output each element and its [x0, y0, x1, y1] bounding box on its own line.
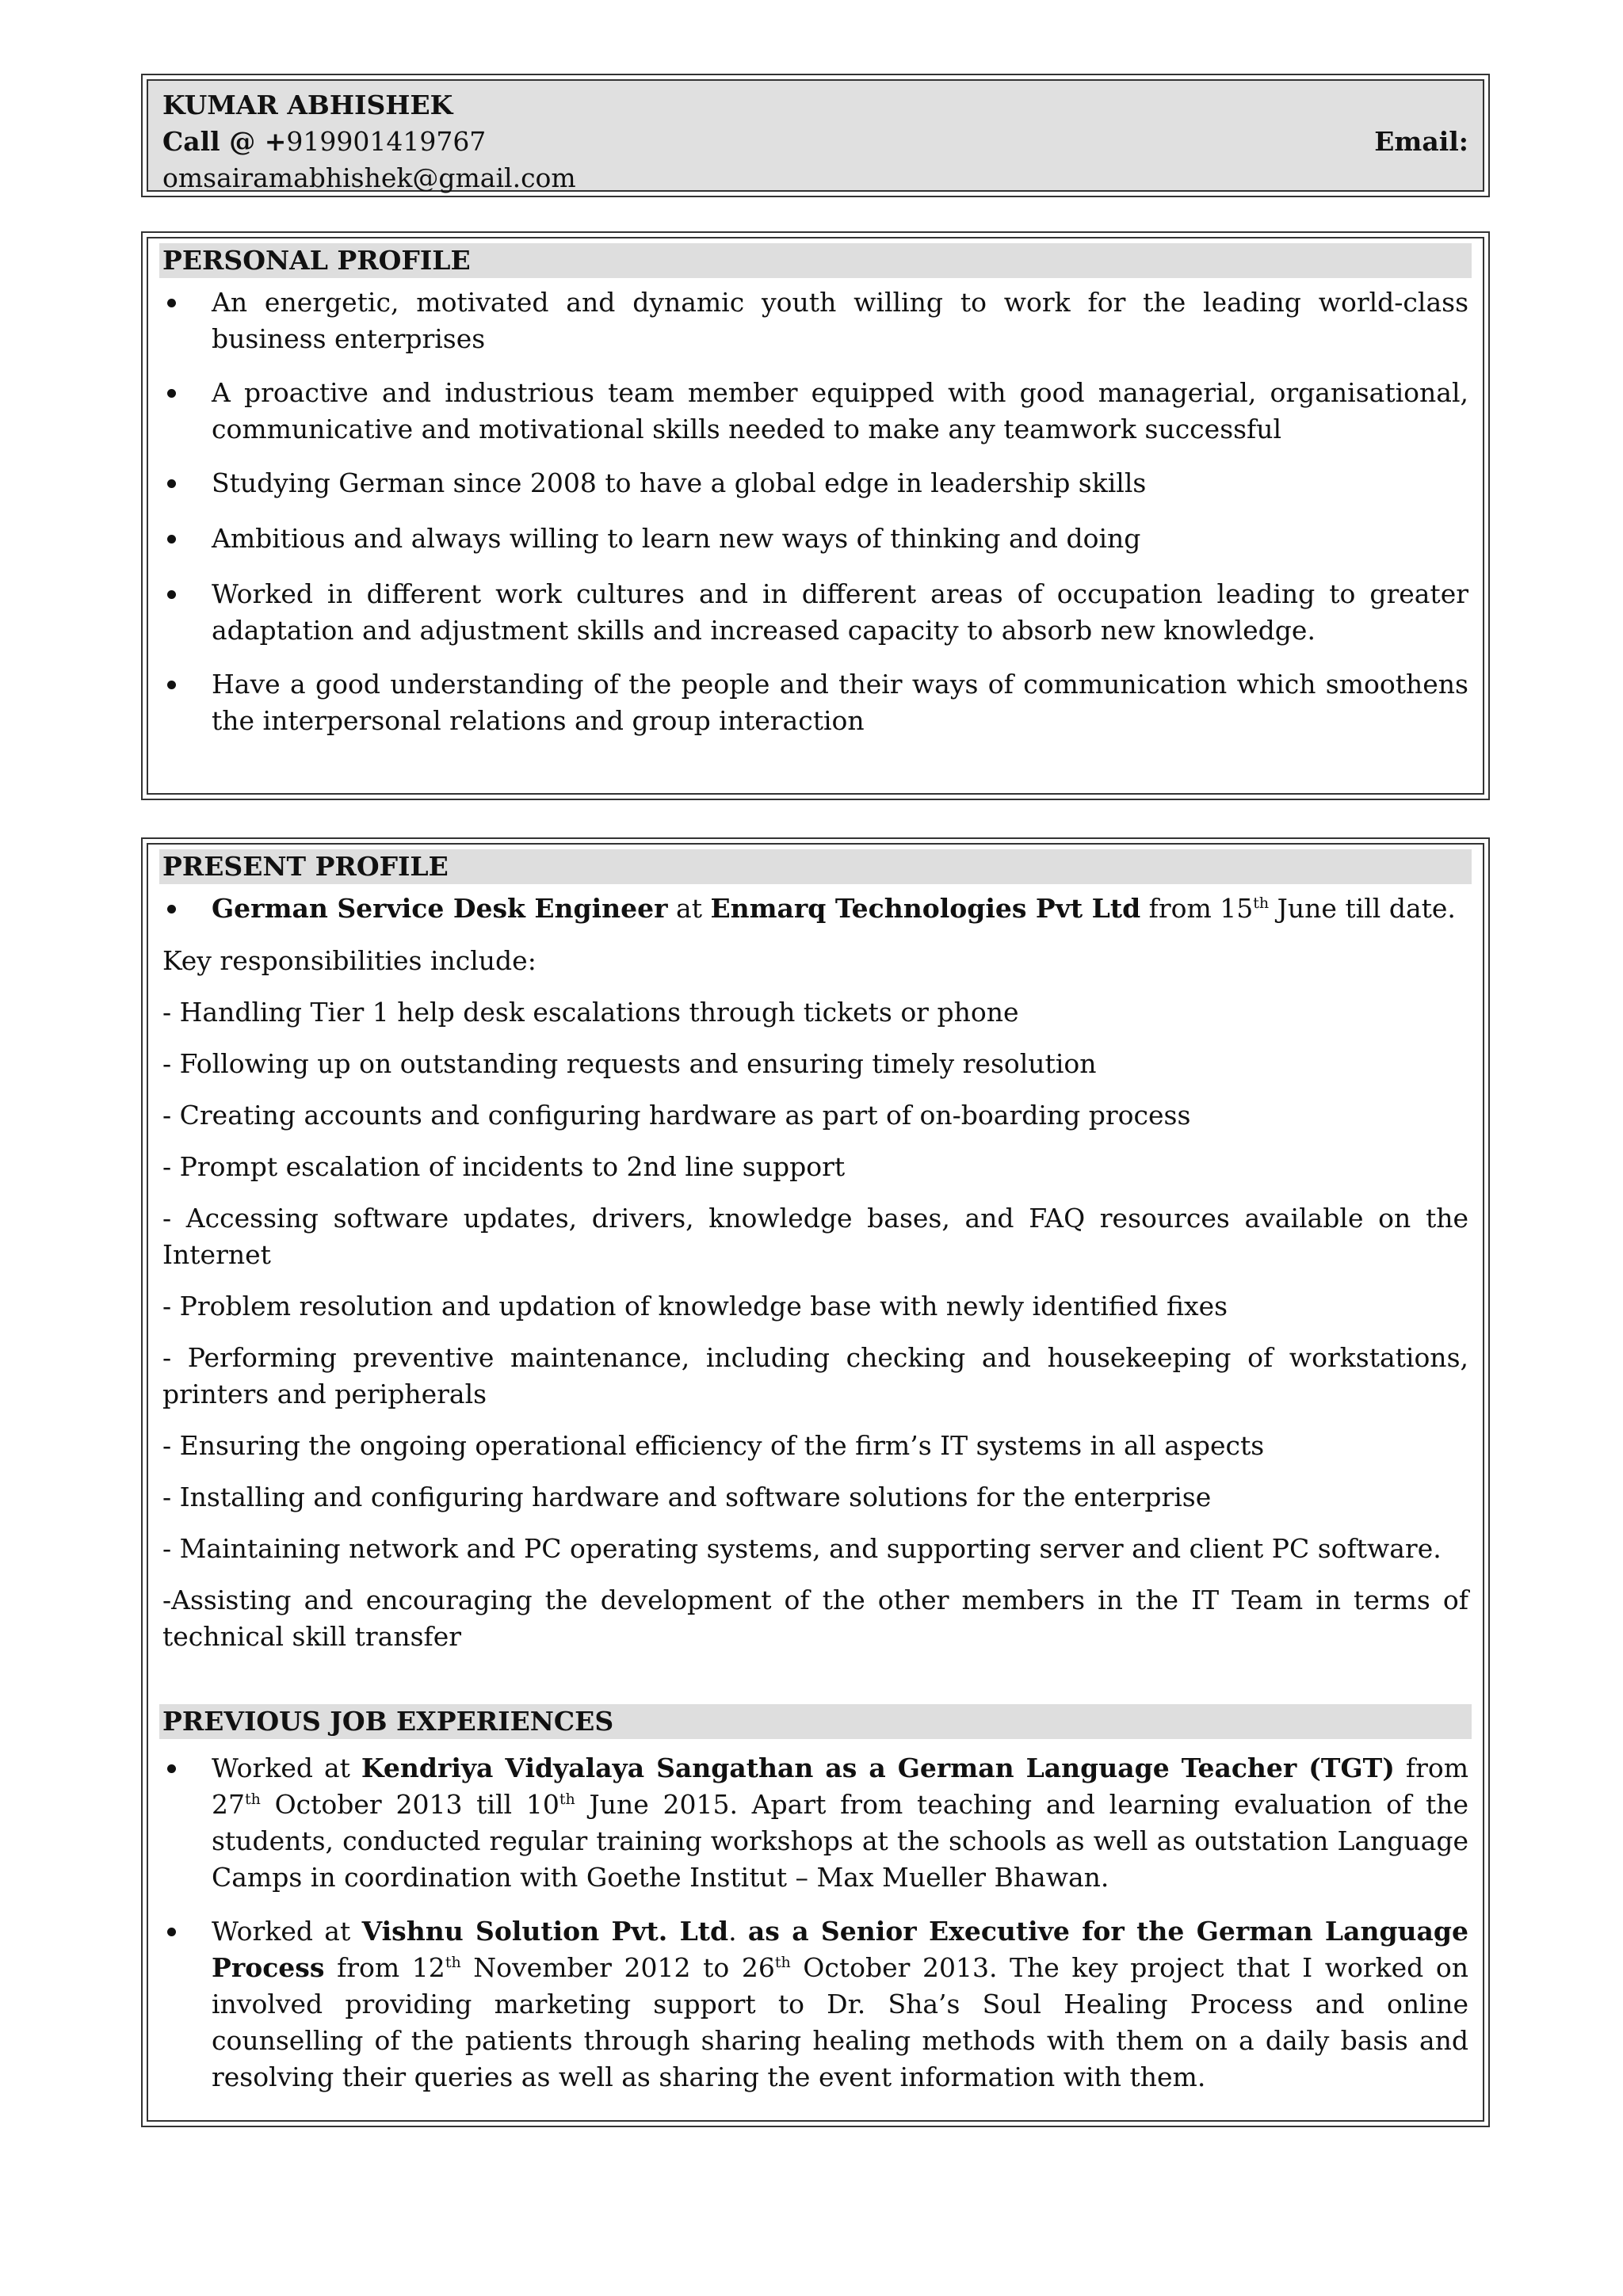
- experience-box: [141, 837, 1490, 2127]
- responsibilities-intro: Key responsibilities include:: [162, 945, 537, 976]
- responsibility-item: - Creating accounts and configuring hardware as part of on-boarding process: [162, 1100, 1191, 1131]
- previous-job-item: Worked at Vishnu Solution Pvt. Ltd. as a Senior Executive for the German Language Process from 12th November 2012 to 26th October 2013. The key project that I worked on involved providing marketing support to Dr. Sha’s Soul Healing Process and online counselling of the patients through sharing healing methods with them on a daily basis and resolving their queries as well as sharing the event information with them.: [162, 1913, 1468, 2096]
- responsibility-item: - Following up on outstanding requests and ensuring timely resolution: [162, 1048, 1097, 1079]
- experience-panel: [147, 843, 1484, 2122]
- profile-item: Worked in different work cultures and in different areas of occupation leading to greater adaptation and adjustment skills and increased capacity to absorb new knowledge.: [162, 576, 1468, 649]
- header-box: [141, 74, 1490, 197]
- contact-row: [162, 124, 1468, 160]
- profile-item: Ambitious and always willing to learn new ways of thinking and doing: [162, 521, 1468, 557]
- job-company: Vishnu Solution Pvt. Ltd: [361, 1916, 729, 1947]
- job-title: as a Senior Executive for the German Language Process: [212, 1916, 1468, 1983]
- company-name: Enmarq Technologies Pvt Ltd: [710, 893, 1141, 924]
- profile-item: A proactive and industrious team member equipped with good managerial, organisational, communicative and motivational skills needed to make any teamwork successful: [162, 375, 1468, 448]
- previous-jobs-title: PREVIOUS JOB EXPERIENCES: [159, 1704, 1472, 1739]
- present-profile-title: PRESENT PROFILE: [159, 849, 1472, 884]
- profile-item: An energetic, motivated and dynamic youth willing to work for the leading world-class business enterprises: [162, 284, 1468, 357]
- responsibility-item: - Accessing software updates, drivers, knowledge bases, and FAQ resources available on the Internet: [162, 1203, 1468, 1270]
- job-title: Kendriya Vidyalaya Sangathan as a German Language Teacher (TGT): [361, 1753, 1395, 1783]
- personal-profile-list: [162, 284, 1468, 739]
- phone-number: 919901419767: [286, 126, 487, 157]
- responsibility-item: - Ensuring the ongoing operational efficiency of the firm’s IT systems in all aspects: [162, 1430, 1265, 1461]
- previous-job-item: Worked at Kendriya Vidyalaya Sangathan as a German Language Teacher (TGT) from 27th October 2013 till 10th June 2015. Apart from teaching and learning evaluation of the students, conducted regular training workshops at the schools as well as outstation Language Camps in coordination with Goethe Institut – Max Mueller Bhawan.: [162, 1750, 1468, 1896]
- email-label: Email:: [1374, 126, 1468, 157]
- email-address[interactable]: omsairamabhishek@gmail.com: [162, 162, 576, 193]
- present-role: German Service Desk Engineer at Enmarq Technologies Pvt Ltd from 15th June till date.: [162, 891, 1468, 927]
- profile-item: Have a good understanding of the people and their ways of communication which smoothens the interpersonal relations and group interaction: [162, 666, 1468, 739]
- call-label: Call @ +: [162, 126, 287, 157]
- responsibility-item: - Prompt escalation of incidents to 2nd line support: [162, 1151, 846, 1182]
- responsibility-item: - Handling Tier 1 help desk escalations through tickets or phone: [162, 997, 1019, 1028]
- candidate-name: KUMAR ABHISHEK: [162, 90, 453, 120]
- profile-item: Studying German since 2008 to have a global edge in leadership skills: [162, 465, 1468, 502]
- present-role-list: [162, 891, 1468, 927]
- phone-line: [162, 124, 486, 160]
- responsibility-item: - Problem resolution and updation of knowledge base with newly identified fixes: [162, 1291, 1228, 1322]
- personal-profile-box: [141, 231, 1490, 800]
- responsibility-item: - Installing and configuring hardware and software solutions for the enterprise: [162, 1482, 1212, 1512]
- responsibility-item: -Assisting and encouraging the development of the other members in the IT Team in terms of technical skill transfer: [162, 1585, 1468, 1652]
- previous-jobs-list: [162, 1750, 1468, 2096]
- responsibility-item: - Performing preventive maintenance, including checking and housekeeping of workstations, printers and peripherals: [162, 1342, 1468, 1409]
- personal-profile-title: PERSONAL PROFILE: [159, 243, 1472, 278]
- personal-profile-panel: [147, 237, 1484, 795]
- header-panel: [147, 79, 1484, 192]
- responsibility-item: - Maintaining network and PC operating systems, and supporting server and client PC software.: [162, 1533, 1442, 1564]
- role-title: German Service Desk Engineer: [212, 893, 668, 924]
